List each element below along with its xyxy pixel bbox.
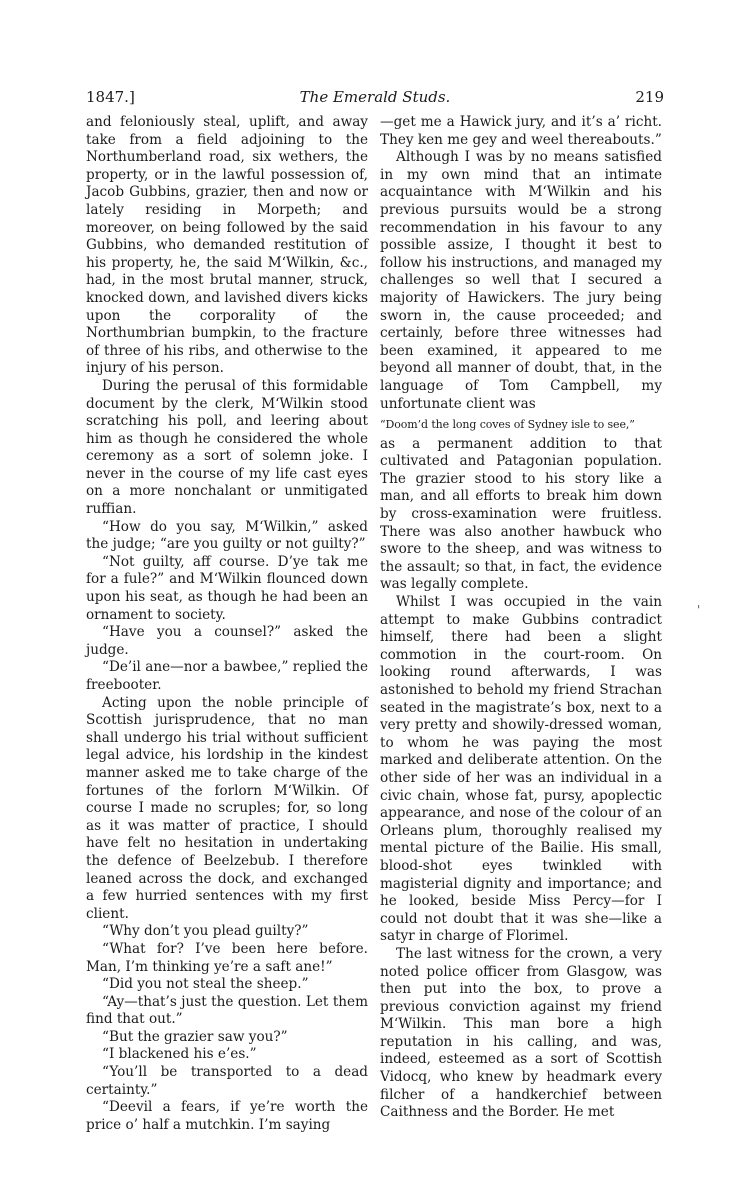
header-year: 1847.] [86,88,135,106]
paragraph: “Ay—that’s just the question. Let them find that out.” [86,993,368,1028]
paragraph: and feloniously steal, uplift, and away take from a field adjoining to the Northumberland road, six wethers, the property, or in the lawful possession of, Jacob Gubbins, grazier, then and now or lately residing in Morpeth; and moreover, on being followed by the said Gubbins, who demanded restitution of his property, he, the said M‘Wilkin, &c., had, in the most brutal manner, struck, knocked down, and lavished divers kicks upon the corporality of the Northumbrian bumpkin, to the fracture of three of his ribs, and otherwise to the injury of his person. [86,114,368,377]
paragraph: “Have you a counsel?” asked the judge. [86,624,368,658]
paragraph: as a permanent addition to that cultivated and Patagonian population. The grazier stood to his story like a man, and all efforts to break him down by cross-examination were fruitless. There was also another hawbuck who swore to the sheep, and was witness to the assault; so that, in fact, the evidence was legally complete. [380,435,662,593]
margin-mark: ' [697,603,701,617]
left-column [86,114,368,1134]
paragraph: “Did you not steal the sheep.” [102,976,309,993]
paragraph: Acting upon the noble principle of Scottish jurisprudence, that no man shall undergo his trial without sufficient legal advice, his lordship in the kindest manner asked me to take charge of the fortunes of the forlorn M‘Wilkin. Of course I made no scruples; for, so long as it was matter of practice, I should have felt no hesitation in undertaking the defence of Beelzebub. I therefore leaned across the dock, and exchanged a few hurried sentences with my first client. [86,694,368,922]
paragraph: “I blackened his e’es.” [102,1046,257,1063]
right-column [380,114,662,1122]
paragraph: During the perusal of this formidable document by the clerk, M‘Wilkin stood scratching his poll, and leering about him as though he considered the whole ceremony as a sort of solemn joke. I never in the course of my life cast eyes on a more nonchalant or unmitigated ruffian. [86,377,368,518]
paragraph: “Why don’t you plead guilty?” [102,923,309,940]
paragraph: Whilst I was occupied in the vain attempt to make Gubbins contradict himself, there had been a slight commotion in the court-room. On looking round afterwards, I was astonished to behold my friend Strachan seated in the magistrate’s box, next to a very pretty and showily-dressed woman, to whom he was paying the most marked and deliberate attention. On the other side of her was an individual in a civic chain, whose fat, pursy, apoplectic appearance, and nose of the colour of an Orleans plum, thoroughly realised my mental picture of the Bailie. His small, blood-shot eyes twinkled with magisterial dignity and importance; and he looked, beside Miss Percy—for I could not doubt that it was she—like a satyr in charge of Florimel. [380,594,662,945]
paragraph: “Not guilty, aff course. D’ye tak me for a fule?” and M‘Wilkin flounced down upon his seat, as though he had been an ornament to society. [86,553,368,623]
paragraph: “Deevil a fears, if ye’re worth the price o’ half a mutchkin. I’m saying [86,1099,368,1133]
paragraph: “What for? I’ve been here before. Man, I’m thinking ye’re a saft ane!” [86,940,368,975]
paragraph: “How do you say, M‘Wilkin,” asked the judge; “are you guilty or not guilty?” [86,518,368,553]
verse-quotation: “Doom’d the long coves of Sydney isle to see,” [380,418,635,432]
paragraph: “De’il ane—nor a bawbee,” replied the freebooter. [86,659,369,693]
paragraph: “But the grazier saw you?” [102,1028,288,1045]
paragraph: —get me a Hawick jury, and it’s a’ richt. They ken me gey and weel thereabouts.” [380,114,662,148]
page-number: 219 [635,88,664,106]
paragraph: “You’ll be transported to a dead certainty.” [86,1064,368,1098]
running-header [86,88,664,112]
paragraph: The last witness for the crown, a very noted police officer from Glasgow, was then put into the box, to prove a previous conviction against my friend M‘Wilkin. This man bore a high reputation in his calling, and was, indeed, esteemed as a sort of Scottish Vidocq, who knew by headmark every filcher of a handkerchief between Caithness and the Border. He met [380,945,662,1121]
header-title: The Emerald Studs. [299,88,451,106]
paragraph: Although I was by no means satisfied in my own mind that an intimate acquaintance with M‘Wilkin and his previous pursuits would be a strong recommendation in his favour to any possible assize, I thought it best to follow his instructions, and managed my challenges so well that I secured a majority of Hawickers. The jury being sworn in, the cause proceeded; and certainly, before three witnesses had been examined, it appeared to me beyond all manner of doubt, that, in the language of Tom Campbell, my unfortunate client was [380,149,662,412]
